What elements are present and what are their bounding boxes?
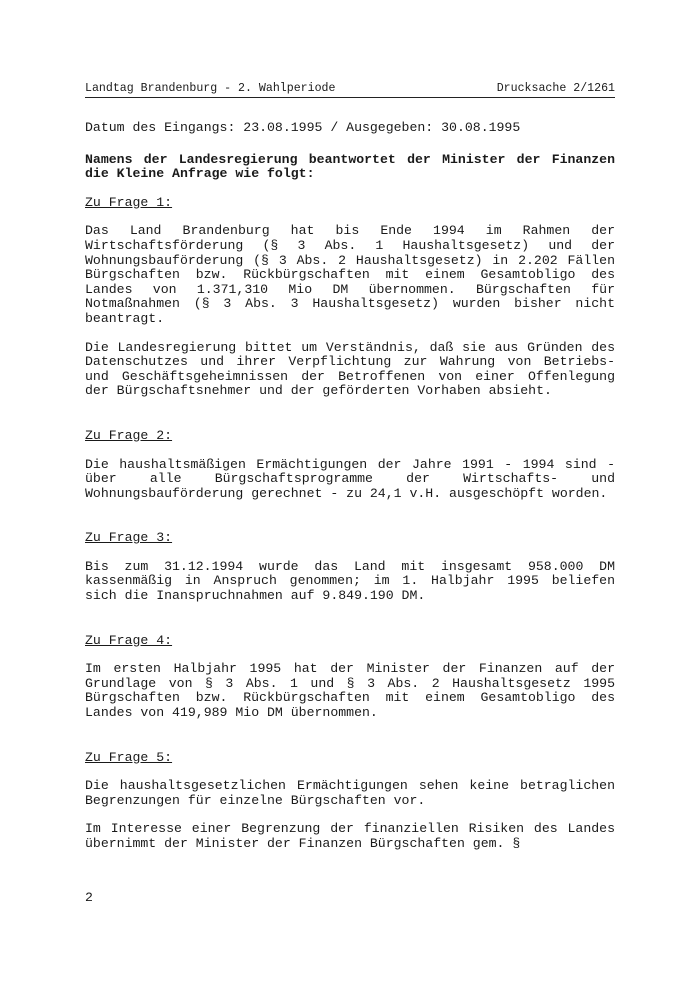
answer-q5-paragraph-1: Die haushaltsgesetzlichen Ermächtigungen sehen keine betraglichen Begrenzungen für einzelne Bürgschaften vor. <box>85 778 615 808</box>
header-parliament: Landtag Brandenburg - 2. Wahlperiode <box>85 82 336 95</box>
answer-q2-paragraph-1: Die haushaltsmäßigen Ermächtigungen der Jahre 1991 - 1994 sind - über alle Bürgschaftsprogramme der Wirtschafts- und Wohnungsbauförderung gerechnet - zu 24,1 v.H. ausgeschöpft worden. <box>85 456 615 501</box>
intro-statement: Namens der Landesregierung beantwortet der Minister der Finanzen die Kleine Anfrage wie folgt: <box>85 151 615 182</box>
header-document-number: Drucksache 2/1261 <box>496 82 615 95</box>
document-body <box>85 121 615 852</box>
section-heading-q3: Zu Frage 3: <box>85 530 173 546</box>
page-number: 2 <box>85 890 93 905</box>
section-heading-q4: Zu Frage 4: <box>85 632 173 648</box>
section-heading-q2: Zu Frage 2: <box>85 427 173 443</box>
answer-q1-paragraph-1: Das Land Brandenburg hat bis Ende 1994 im Rahmen der Wirtschaftsförderung (§ 3 Abs. 1 Haushaltsgesetz) und der Wohnungsbauförderung (§ 3 Abs. 2 Haushaltsgesetz) in 2.202 Fällen Bürgschaften bzw. Rückbürgschaften mit einem Gesamtobligo des Landes von 1.371,310 Mio DM übernommen. Bürgschaften für Notmaßnahmen (§ 3 Abs. 3 Haushaltsgesetz) wurden bisher nicht beantragt. <box>85 223 615 326</box>
section-heading-q5: Zu Frage 5: <box>85 749 173 765</box>
answer-q3-paragraph-1: Bis zum 31.12.1994 wurde das Land mit insgesamt 958.000 DM kassenmäßig in Anspruch genommen; im 1. Halbjahr 1995 beliefen sich die Inanspruchnahmen auf 9.849.190 DM. <box>85 558 615 604</box>
answer-q1-paragraph-2: Die Landesregierung bittet um Verständnis, daß sie aus Gründen des Datenschutzes und ihrer Verpflichtung zur Wahrung von Betriebs- und Geschäftsgeheimnissen der Betroffenen von einer Offenlegung der Bürgschaftsnehmer und der geförderten Vorhaben absieht. <box>85 339 615 399</box>
page-header <box>85 82 615 98</box>
answer-q5-paragraph-2: Im Interesse einer Begrenzung der finanziellen Risiken des Landes übernimmt der Minister der Finanzen Bürgschaften gem. § <box>85 821 615 851</box>
date-line: Datum des Eingangs: 23.08.1995 / Ausgegeben: 30.08.1995 <box>85 120 521 135</box>
section-heading-q1: Zu Frage 1: <box>85 194 173 210</box>
answer-q4-paragraph-1: Im ersten Halbjahr 1995 hat der Minister der Finanzen auf der Grundlage von § 3 Abs. 1 und § 3 Abs. 2 Haushaltsgesetz 1995 Bürgschaften bzw. Rückbürgschaften mit einem Gesamtobligo des Landes von 419,989 Mio DM übernommen. <box>85 661 615 721</box>
